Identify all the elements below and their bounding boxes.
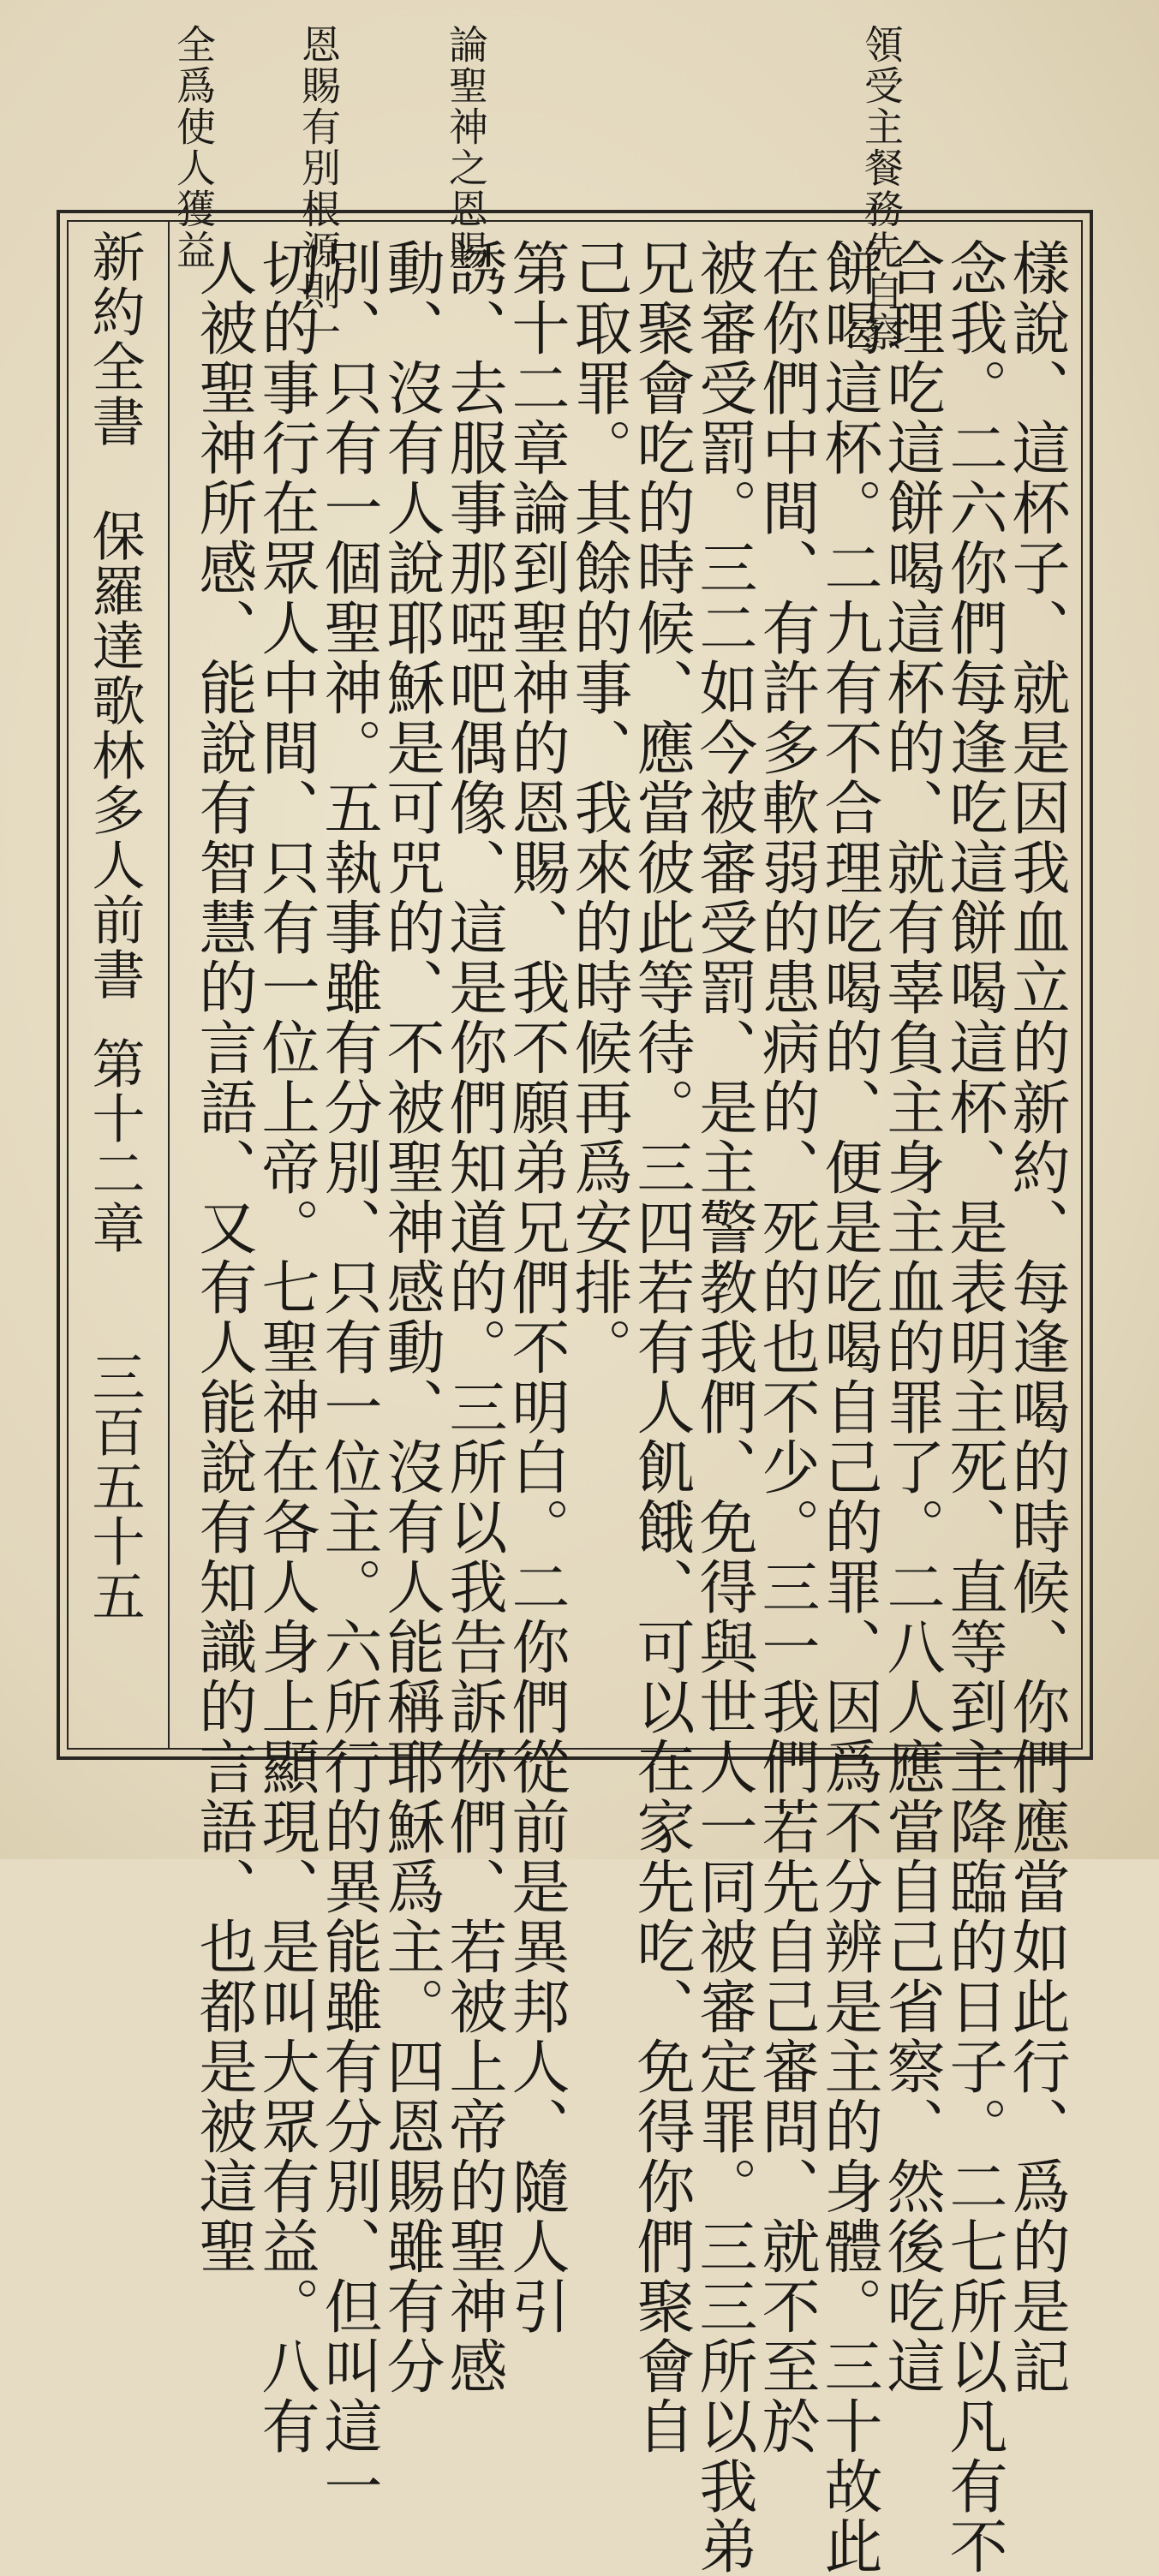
text-column-11: 動、沒有人說耶穌是可咒的、不被聖神感動、沒有人能稱耶穌爲主。四恩賜雖有分 bbox=[377, 238, 445, 2396]
text-column-2: 念我。二六你們每逢吃這餅喝這杯、是表明主死、直等到主降臨的日子。二七所以凡有不 bbox=[940, 238, 1007, 2576]
text-column-14: 人被聖神所感、能說有智慧的言語、又有人能說有知識的言語、也都是被這聖 bbox=[189, 238, 257, 2276]
text-column-1: 樣說、這杯子、就是因我血立的新約、每逢喝的時候、你們應當如此行、爲的是記 bbox=[1002, 238, 1070, 2396]
margin-note-1: 領受主餐務先自察 bbox=[858, 24, 905, 353]
margin-note-4: 全爲使人獲益 bbox=[170, 24, 217, 271]
text-column-6: 被審受罰。三二如今被審受罰、是主警教我們、免得與世人一同被審定罪。三三所以我弟 bbox=[690, 238, 757, 2576]
text-column-12: 別、只有一個聖神。五執事雖有分別、只有一位主。六所行的異能雖有分別、但叫這一 bbox=[314, 238, 382, 2516]
margin-note-2: 論聖神之恩賜 bbox=[443, 24, 489, 271]
text-column-13: 切的事行在眾人中間、只有一位上帝。七聖神在各人身上顯現、是叫大眾有益。八有 bbox=[252, 238, 320, 2456]
text-column-3: 合理吃這餅喝這杯的、就有辜負主身主血的罪了。二八人應當自己省察、然後吃這 bbox=[877, 238, 945, 2396]
text-column-10: 誘、去服事那啞吧偶像、這是你們知道的。三所以我告訴你們、若被上帝的聖神感 bbox=[439, 238, 507, 2396]
chapter-label: 第十二章 bbox=[83, 1036, 146, 1255]
epistle-title: 保羅達歌林多人前書 bbox=[83, 509, 146, 1002]
text-column-8: 己取罪。其餘的事、我來的時候再爲安排。 bbox=[565, 238, 632, 1377]
text-column-9: 第十二章論到聖神的恩賜、我不願弟兄們不明白。二你們從前是異邦人、隨人引 bbox=[502, 238, 570, 2336]
page-number: 三百五十五 bbox=[83, 1350, 146, 1624]
book-title: 新約全書 bbox=[83, 230, 146, 449]
running-footer bbox=[83, 230, 146, 1624]
margin-note-3: 恩賜有別根源則一 bbox=[296, 24, 342, 353]
text-column-7: 兄聚會吃的時候、應當彼此等待。三四若有人飢餓、可以在家先吃、免得你們聚會自 bbox=[627, 238, 695, 2456]
text-column-4: 餅喝這杯。二九有不合理吃喝的、便是吃喝自己的罪、因爲不分辨是主的身體。三十故此 bbox=[815, 238, 882, 2576]
footer-divider bbox=[168, 220, 170, 1750]
text-column-5: 在你們中間、有許多軟弱的患病的、死的也不少。三一我們若先自己審問、就不至於 bbox=[752, 238, 820, 2456]
